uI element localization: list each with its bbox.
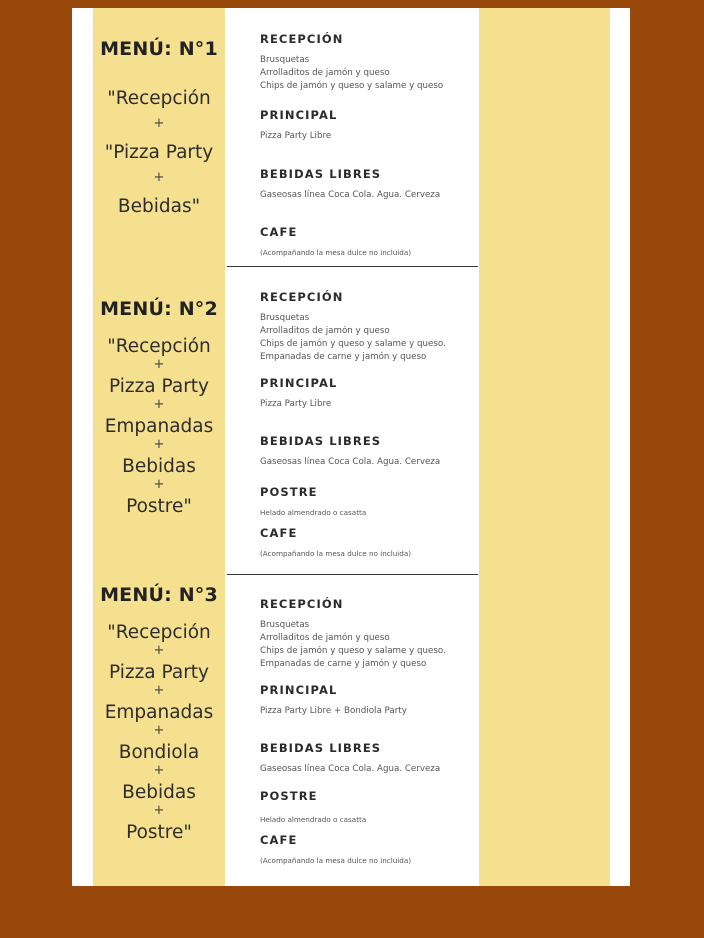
combo-item: "Recepción bbox=[107, 336, 211, 357]
combo-plus: + bbox=[153, 437, 165, 452]
recepcion-line: Chips de jamón y queso y salame y queso bbox=[260, 81, 444, 91]
menu-3-summary bbox=[93, 584, 225, 843]
combo-item: "Recepción bbox=[107, 88, 211, 109]
section-title-recepcion: RECEPCIÓN bbox=[260, 32, 344, 46]
section-title-recepcion: RECEPCIÓN bbox=[260, 290, 344, 304]
combo-plus: + bbox=[153, 116, 165, 131]
menu-1-summary bbox=[93, 38, 225, 217]
combo-item: Bebidas bbox=[122, 456, 196, 477]
combo-item: Empanadas bbox=[104, 416, 214, 437]
combo-item: Empanadas bbox=[104, 702, 214, 723]
menu-3-combo bbox=[93, 624, 225, 843]
combo-item: "Pizza Party bbox=[104, 142, 214, 163]
section-title-principal: PRINCIPAL bbox=[260, 108, 338, 122]
combo-item: Bebidas bbox=[122, 782, 196, 803]
combo-item: Bebidas" bbox=[117, 196, 201, 217]
combo-plus: + bbox=[153, 477, 165, 492]
menu-1-combo bbox=[93, 90, 225, 217]
menu-divider bbox=[227, 266, 478, 267]
combo-item: Postre" bbox=[126, 496, 192, 517]
combo-plus: + bbox=[153, 723, 165, 738]
menu-3-title: MENÚ: N°3 bbox=[100, 584, 218, 606]
principal-text: Pizza Party Libre + Bondiola Party bbox=[260, 706, 407, 716]
recepcion-line: Empanadas de carne y jamón y queso bbox=[260, 659, 427, 669]
bebidas-text: Gaseosas línea Coca Cola. Agua. Cerveza bbox=[260, 457, 441, 467]
combo-plus: + bbox=[153, 763, 165, 778]
cafe-text: (Acompañando la mesa dulce no incluida) bbox=[260, 549, 412, 558]
recepcion-line: Chips de jamón y queso y salame y queso. bbox=[260, 646, 446, 656]
recepcion-line: Brusquetas bbox=[260, 620, 310, 630]
combo-plus: + bbox=[153, 643, 165, 658]
combo-item: Postre" bbox=[126, 822, 192, 843]
section-title-recepcion: RECEPCIÓN bbox=[260, 597, 344, 611]
menu-2-summary bbox=[93, 298, 225, 517]
section-title-cafe: CAFE bbox=[260, 833, 298, 847]
bebidas-text: Gaseosas línea Coca Cola. Agua. Cerveza bbox=[260, 764, 441, 774]
menu-1-title: MENÚ: N°1 bbox=[100, 38, 218, 60]
combo-plus: + bbox=[153, 683, 165, 698]
combo-plus: + bbox=[153, 357, 165, 372]
section-title-bebidas: BEBIDAS LIBRES bbox=[260, 167, 382, 181]
recepcion-line: Empanadas de carne y jamón y queso bbox=[260, 352, 427, 362]
recepcion-line: Arrolladitos de jamón y queso bbox=[260, 326, 390, 336]
recepcion-line: Chips de jamón y queso y salame y queso. bbox=[260, 339, 446, 349]
menu-2-title: MENÚ: N°2 bbox=[100, 298, 218, 320]
cafe-text: (Acompañando la mesa dulce no incluida) bbox=[260, 248, 412, 257]
postre-text: Helado almendrado o casatta bbox=[260, 815, 367, 824]
menu-divider bbox=[227, 574, 478, 575]
cafe-text: (Acompañando la mesa dulce no incluida) bbox=[260, 856, 412, 865]
combo-item: "Recepción bbox=[107, 622, 211, 643]
section-title-postre: POSTRE bbox=[260, 789, 318, 803]
combo-item: Bondiola bbox=[118, 742, 200, 763]
postre-text: Helado almendrado o casatta bbox=[260, 508, 367, 517]
combo-plus: + bbox=[153, 803, 165, 818]
recepcion-line: Arrolladitos de jamón y queso bbox=[260, 68, 390, 78]
section-title-postre: POSTRE bbox=[260, 485, 318, 499]
section-title-bebidas: BEBIDAS LIBRES bbox=[260, 434, 382, 448]
recepcion-line: Brusquetas bbox=[260, 313, 310, 323]
principal-text: Pizza Party Libre bbox=[260, 399, 332, 409]
combo-item: Pizza Party bbox=[109, 662, 209, 683]
menu-sheet bbox=[72, 8, 630, 886]
right-yellow-band bbox=[479, 8, 610, 886]
section-title-cafe: CAFE bbox=[260, 526, 298, 540]
menu-2-combo bbox=[93, 338, 225, 517]
section-title-principal: PRINCIPAL bbox=[260, 683, 338, 697]
principal-text: Pizza Party Libre bbox=[260, 131, 332, 141]
combo-item: Pizza Party bbox=[109, 376, 209, 397]
section-title-bebidas: BEBIDAS LIBRES bbox=[260, 741, 382, 755]
section-title-cafe: CAFE bbox=[260, 225, 298, 239]
recepcion-line: Arrolladitos de jamón y queso bbox=[260, 633, 390, 643]
combo-plus: + bbox=[153, 170, 165, 185]
combo-plus: + bbox=[153, 397, 165, 412]
recepcion-line: Brusquetas bbox=[260, 55, 310, 65]
bebidas-text: Gaseosas línea Coca Cola. Agua. Cerveza bbox=[260, 190, 441, 200]
section-title-principal: PRINCIPAL bbox=[260, 376, 338, 390]
